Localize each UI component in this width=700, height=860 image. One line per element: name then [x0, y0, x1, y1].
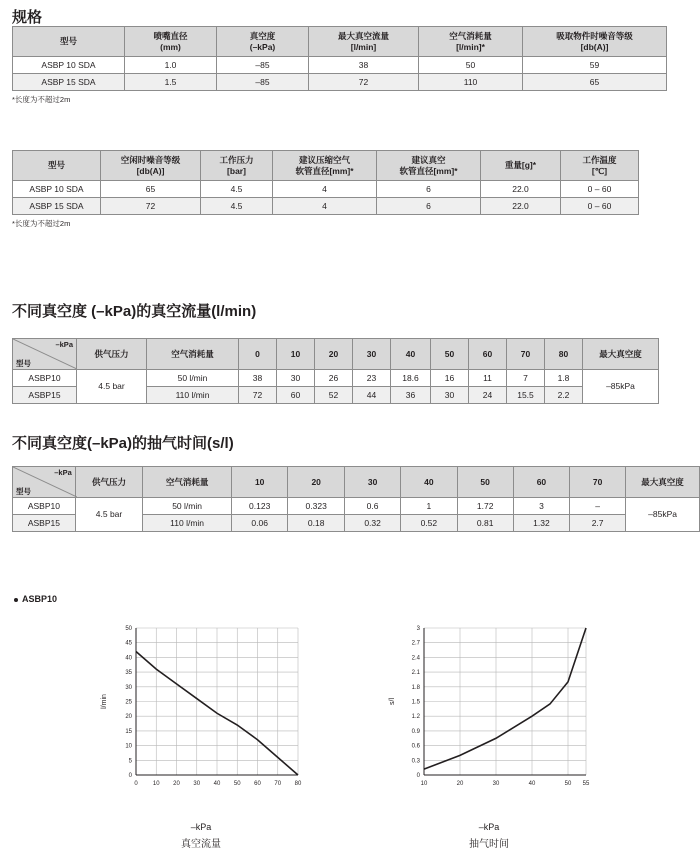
cell-flow: 26 — [315, 370, 353, 387]
table-row — [13, 74, 667, 91]
cell-idle-noise: 72 — [101, 198, 201, 215]
spec-table-1 — [12, 26, 667, 91]
svg-text:40: 40 — [213, 781, 221, 787]
cell-max-flow: 72 — [309, 74, 419, 91]
cell-time: 0.6 — [344, 498, 400, 515]
svg-text:30: 30 — [492, 781, 500, 787]
cell-model: ASBP 15 SDA — [13, 74, 125, 91]
table-1-footnote: *长度为不超过2m — [12, 95, 71, 104]
cell-time: 0.123 — [231, 498, 288, 515]
cell-model: ASBP 10 SDA — [13, 57, 125, 74]
cell-working-temp: 0 – 60 — [561, 198, 639, 215]
table-header-row — [13, 151, 639, 181]
cell-model: ASBP15 — [13, 387, 77, 404]
th-kpa-50: 50 — [457, 467, 513, 498]
chart-evacuation-time-svg — [384, 620, 594, 815]
svg-text:40: 40 — [125, 655, 132, 662]
cell-time: 0.06 — [231, 515, 288, 532]
cell-flow: 7 — [507, 370, 545, 387]
svg-text:55: 55 — [582, 781, 590, 787]
corner-label-kpa: –kPa — [54, 468, 72, 477]
cell-model: ASBP10 — [13, 370, 77, 387]
vacuum-flow-table-container — [12, 338, 659, 404]
th-kpa-20: 20 — [315, 339, 353, 370]
th-kpa-70: 70 — [507, 339, 545, 370]
cell-flow: 2.2 — [545, 387, 583, 404]
svg-text:20: 20 — [125, 714, 132, 721]
evacuation-time-table — [12, 466, 700, 532]
th-max-flow: 最大真空流量 [l/min] — [309, 27, 419, 57]
th-air-hose-dia: 建议压缩空气 软管直径[mm]* — [273, 151, 377, 181]
svg-text:45: 45 — [125, 640, 132, 647]
cell-vacuum: –85 — [217, 57, 309, 74]
th-kpa-70: 70 — [570, 467, 626, 498]
cell-supply-pressure: 4.5 bar — [75, 498, 142, 532]
cell-model: ASBP 15 SDA — [13, 198, 101, 215]
cell-flow: 24 — [469, 387, 507, 404]
th-kpa-50: 50 — [431, 339, 469, 370]
bullet-label-asbp10 — [14, 594, 57, 604]
th-air-consumption: 空气消耗量 — [143, 467, 232, 498]
svg-text:40: 40 — [528, 781, 536, 787]
th-kpa-40: 40 — [401, 467, 457, 498]
page-title: 规格 — [12, 9, 43, 26]
svg-text:0: 0 — [416, 773, 420, 779]
cell-vacuum-hose-dia: 6 — [377, 198, 481, 215]
table-header-row — [13, 467, 700, 498]
chart-1-y-axis-label: l/min — [101, 694, 108, 709]
svg-text:30: 30 — [193, 781, 201, 787]
svg-text:30: 30 — [125, 684, 132, 691]
svg-text:50: 50 — [564, 781, 572, 787]
svg-text:20: 20 — [456, 781, 464, 787]
cell-flow: 30 — [431, 387, 469, 404]
corner-label-model: 型号 — [16, 486, 31, 496]
cell-time: 0.81 — [457, 515, 513, 532]
svg-text:25: 25 — [125, 699, 132, 706]
cell-max-flow: 38 — [309, 57, 419, 74]
th-supply-pressure: 供气压力 — [77, 339, 147, 370]
cell-flow: 15.5 — [507, 387, 545, 404]
section-title-evacuation-time: 不同真空度(–kPa)的抽气时间(s/l) — [12, 435, 234, 452]
th-kpa-10: 10 — [277, 339, 315, 370]
cell-flow: 16 — [431, 370, 469, 387]
th-corner-model-kpa — [13, 467, 76, 498]
cell-model: ASBP 10 SDA — [13, 181, 101, 198]
cell-time: 1 — [401, 498, 457, 515]
th-kpa-30: 30 — [344, 467, 400, 498]
th-supply-pressure: 供气压力 — [75, 467, 142, 498]
evacuation-time-table-container — [12, 466, 700, 532]
cell-vacuum-hose-dia: 6 — [377, 181, 481, 198]
cell-air-consumption: 50 — [419, 57, 523, 74]
cell-max-vacuum: –85kPa — [626, 498, 700, 532]
svg-text:2.7: 2.7 — [411, 640, 420, 647]
section-title-vacuum-flow: 不同真空度 (–kPa)的真空流量(l/min) — [12, 303, 257, 320]
svg-text:2.4: 2.4 — [411, 655, 420, 662]
cell-time: 1.72 — [457, 498, 513, 515]
table-2-footnote: *长度为不超过2m — [12, 219, 71, 228]
cell-flow: 11 — [469, 370, 507, 387]
table-row — [13, 370, 659, 387]
table-header-row — [13, 339, 659, 370]
spec-table-2-container — [12, 150, 639, 229]
cell-time: – — [570, 498, 626, 515]
th-working-pressure: 工作压力 [bar] — [201, 151, 273, 181]
th-kpa-80: 80 — [545, 339, 583, 370]
th-max-vacuum: 最大真空度 — [583, 339, 659, 370]
cell-noise: 65 — [523, 74, 667, 91]
cell-working-temp: 0 – 60 — [561, 181, 639, 198]
cell-working-pressure: 4.5 — [201, 198, 273, 215]
svg-text:1.8: 1.8 — [411, 684, 420, 691]
svg-text:0: 0 — [128, 773, 132, 779]
cell-air-consumption: 110 — [419, 74, 523, 91]
cell-nozzle-dia: 1.0 — [125, 57, 217, 74]
th-idle-noise: 空闲时噪音等级 [db(A)] — [101, 151, 201, 181]
spec-table-1-container — [12, 26, 667, 105]
cell-flow: 72 — [239, 387, 277, 404]
svg-text:1.5: 1.5 — [411, 699, 420, 706]
th-vacuum-hose-dia: 建议真空 软管直径[mm]* — [377, 151, 481, 181]
spec-table-2 — [12, 150, 639, 215]
cell-noise: 59 — [523, 57, 667, 74]
th-kpa-20: 20 — [288, 467, 345, 498]
cell-vacuum: –85 — [217, 74, 309, 91]
cell-flow: 18.6 — [391, 370, 431, 387]
table-header-row — [13, 27, 667, 57]
cell-model: ASBP15 — [13, 515, 76, 532]
cell-time: 1.32 — [513, 515, 569, 532]
chart-2-y-axis-label: s/l — [389, 698, 396, 705]
th-kpa-40: 40 — [391, 339, 431, 370]
svg-text:2.1: 2.1 — [411, 670, 420, 677]
cell-flow: 52 — [315, 387, 353, 404]
bullet-dot-icon — [14, 598, 18, 602]
table-row — [13, 498, 700, 515]
cell-air-consumption: 110 l/min — [147, 387, 239, 404]
chart-1-caption: –kPa 真空流量 — [181, 822, 221, 850]
cell-weight: 22.0 — [481, 181, 561, 198]
cell-flow: 23 — [353, 370, 391, 387]
table-row — [13, 181, 639, 198]
svg-text:5: 5 — [128, 758, 132, 765]
svg-text:80: 80 — [294, 781, 302, 787]
cell-time: 0.52 — [401, 515, 457, 532]
cell-flow: 1.8 — [545, 370, 583, 387]
cell-air-consumption: 110 l/min — [143, 515, 232, 532]
vacuum-flow-table — [12, 338, 659, 404]
svg-text:10: 10 — [152, 781, 160, 787]
cell-nozzle-dia: 1.5 — [125, 74, 217, 91]
th-working-temp: 工作温度 [℃] — [561, 151, 639, 181]
svg-text:60: 60 — [254, 781, 261, 787]
cell-air-hose-dia: 4 — [273, 181, 377, 198]
cell-max-vacuum: –85kPa — [583, 370, 659, 404]
th-air-consumption: 空气消耗量 [l/min]* — [419, 27, 523, 57]
svg-text:0.6: 0.6 — [411, 743, 420, 750]
th-vacuum: 真空度 (–kPa) — [217, 27, 309, 57]
corner-label-model: 型号 — [16, 358, 31, 368]
cell-time: 0.32 — [344, 515, 400, 532]
svg-text:0.3: 0.3 — [411, 758, 420, 765]
svg-text:0: 0 — [134, 781, 138, 787]
cell-model: ASBP10 — [13, 498, 76, 515]
svg-text:20: 20 — [173, 781, 180, 787]
th-kpa-60: 60 — [469, 339, 507, 370]
svg-text:70: 70 — [274, 781, 282, 787]
th-model: 型号 — [13, 27, 125, 57]
th-corner-model-kpa — [13, 339, 77, 370]
table-row — [13, 57, 667, 74]
cell-air-consumption: 50 l/min — [143, 498, 232, 515]
th-kpa-10: 10 — [231, 467, 288, 498]
cell-time: 3 — [513, 498, 569, 515]
cell-supply-pressure: 4.5 bar — [77, 370, 147, 404]
cell-flow: 44 — [353, 387, 391, 404]
svg-text:50: 50 — [125, 626, 132, 632]
svg-text:0.9: 0.9 — [411, 728, 420, 735]
table-row — [13, 198, 639, 215]
corner-label-kpa: –kPa — [55, 340, 73, 349]
cell-weight: 22.0 — [481, 198, 561, 215]
cell-time: 2.7 — [570, 515, 626, 532]
cell-air-consumption: 50 l/min — [147, 370, 239, 387]
cell-time: 0.18 — [288, 515, 345, 532]
th-model: 型号 — [13, 151, 101, 181]
th-air-consumption: 空气消耗量 — [147, 339, 239, 370]
cell-flow: 60 — [277, 387, 315, 404]
svg-text:10: 10 — [125, 743, 132, 750]
chart-2-caption: –kPa 抽气时间 — [469, 822, 509, 850]
chart-vacuum-flow-svg — [96, 620, 306, 815]
svg-text:10: 10 — [420, 781, 428, 787]
svg-text:35: 35 — [125, 670, 132, 677]
th-kpa-30: 30 — [353, 339, 391, 370]
cell-air-hose-dia: 4 — [273, 198, 377, 215]
th-kpa-60: 60 — [513, 467, 569, 498]
chart-evacuation-time — [384, 620, 594, 820]
cell-flow: 30 — [277, 370, 315, 387]
cell-time: 0.323 — [288, 498, 345, 515]
svg-text:1.2: 1.2 — [411, 714, 420, 721]
svg-text:15: 15 — [125, 728, 132, 735]
svg-text:3: 3 — [416, 626, 420, 632]
cell-idle-noise: 65 — [101, 181, 201, 198]
th-nozzle-dia: 喷嘴直径 (mm) — [125, 27, 217, 57]
cell-flow: 38 — [239, 370, 277, 387]
svg-text:50: 50 — [233, 781, 241, 787]
bullet-text: ASBP10 — [22, 594, 58, 604]
chart-vacuum-flow — [96, 620, 306, 820]
th-weight: 重量[g]* — [481, 151, 561, 181]
cell-working-pressure: 4.5 — [201, 181, 273, 198]
cell-flow: 36 — [391, 387, 431, 404]
th-noise-level: 吸取物件时噪音等级 [db(A)] — [523, 27, 667, 57]
th-max-vacuum: 最大真空度 — [626, 467, 700, 498]
th-kpa-0: 0 — [239, 339, 277, 370]
